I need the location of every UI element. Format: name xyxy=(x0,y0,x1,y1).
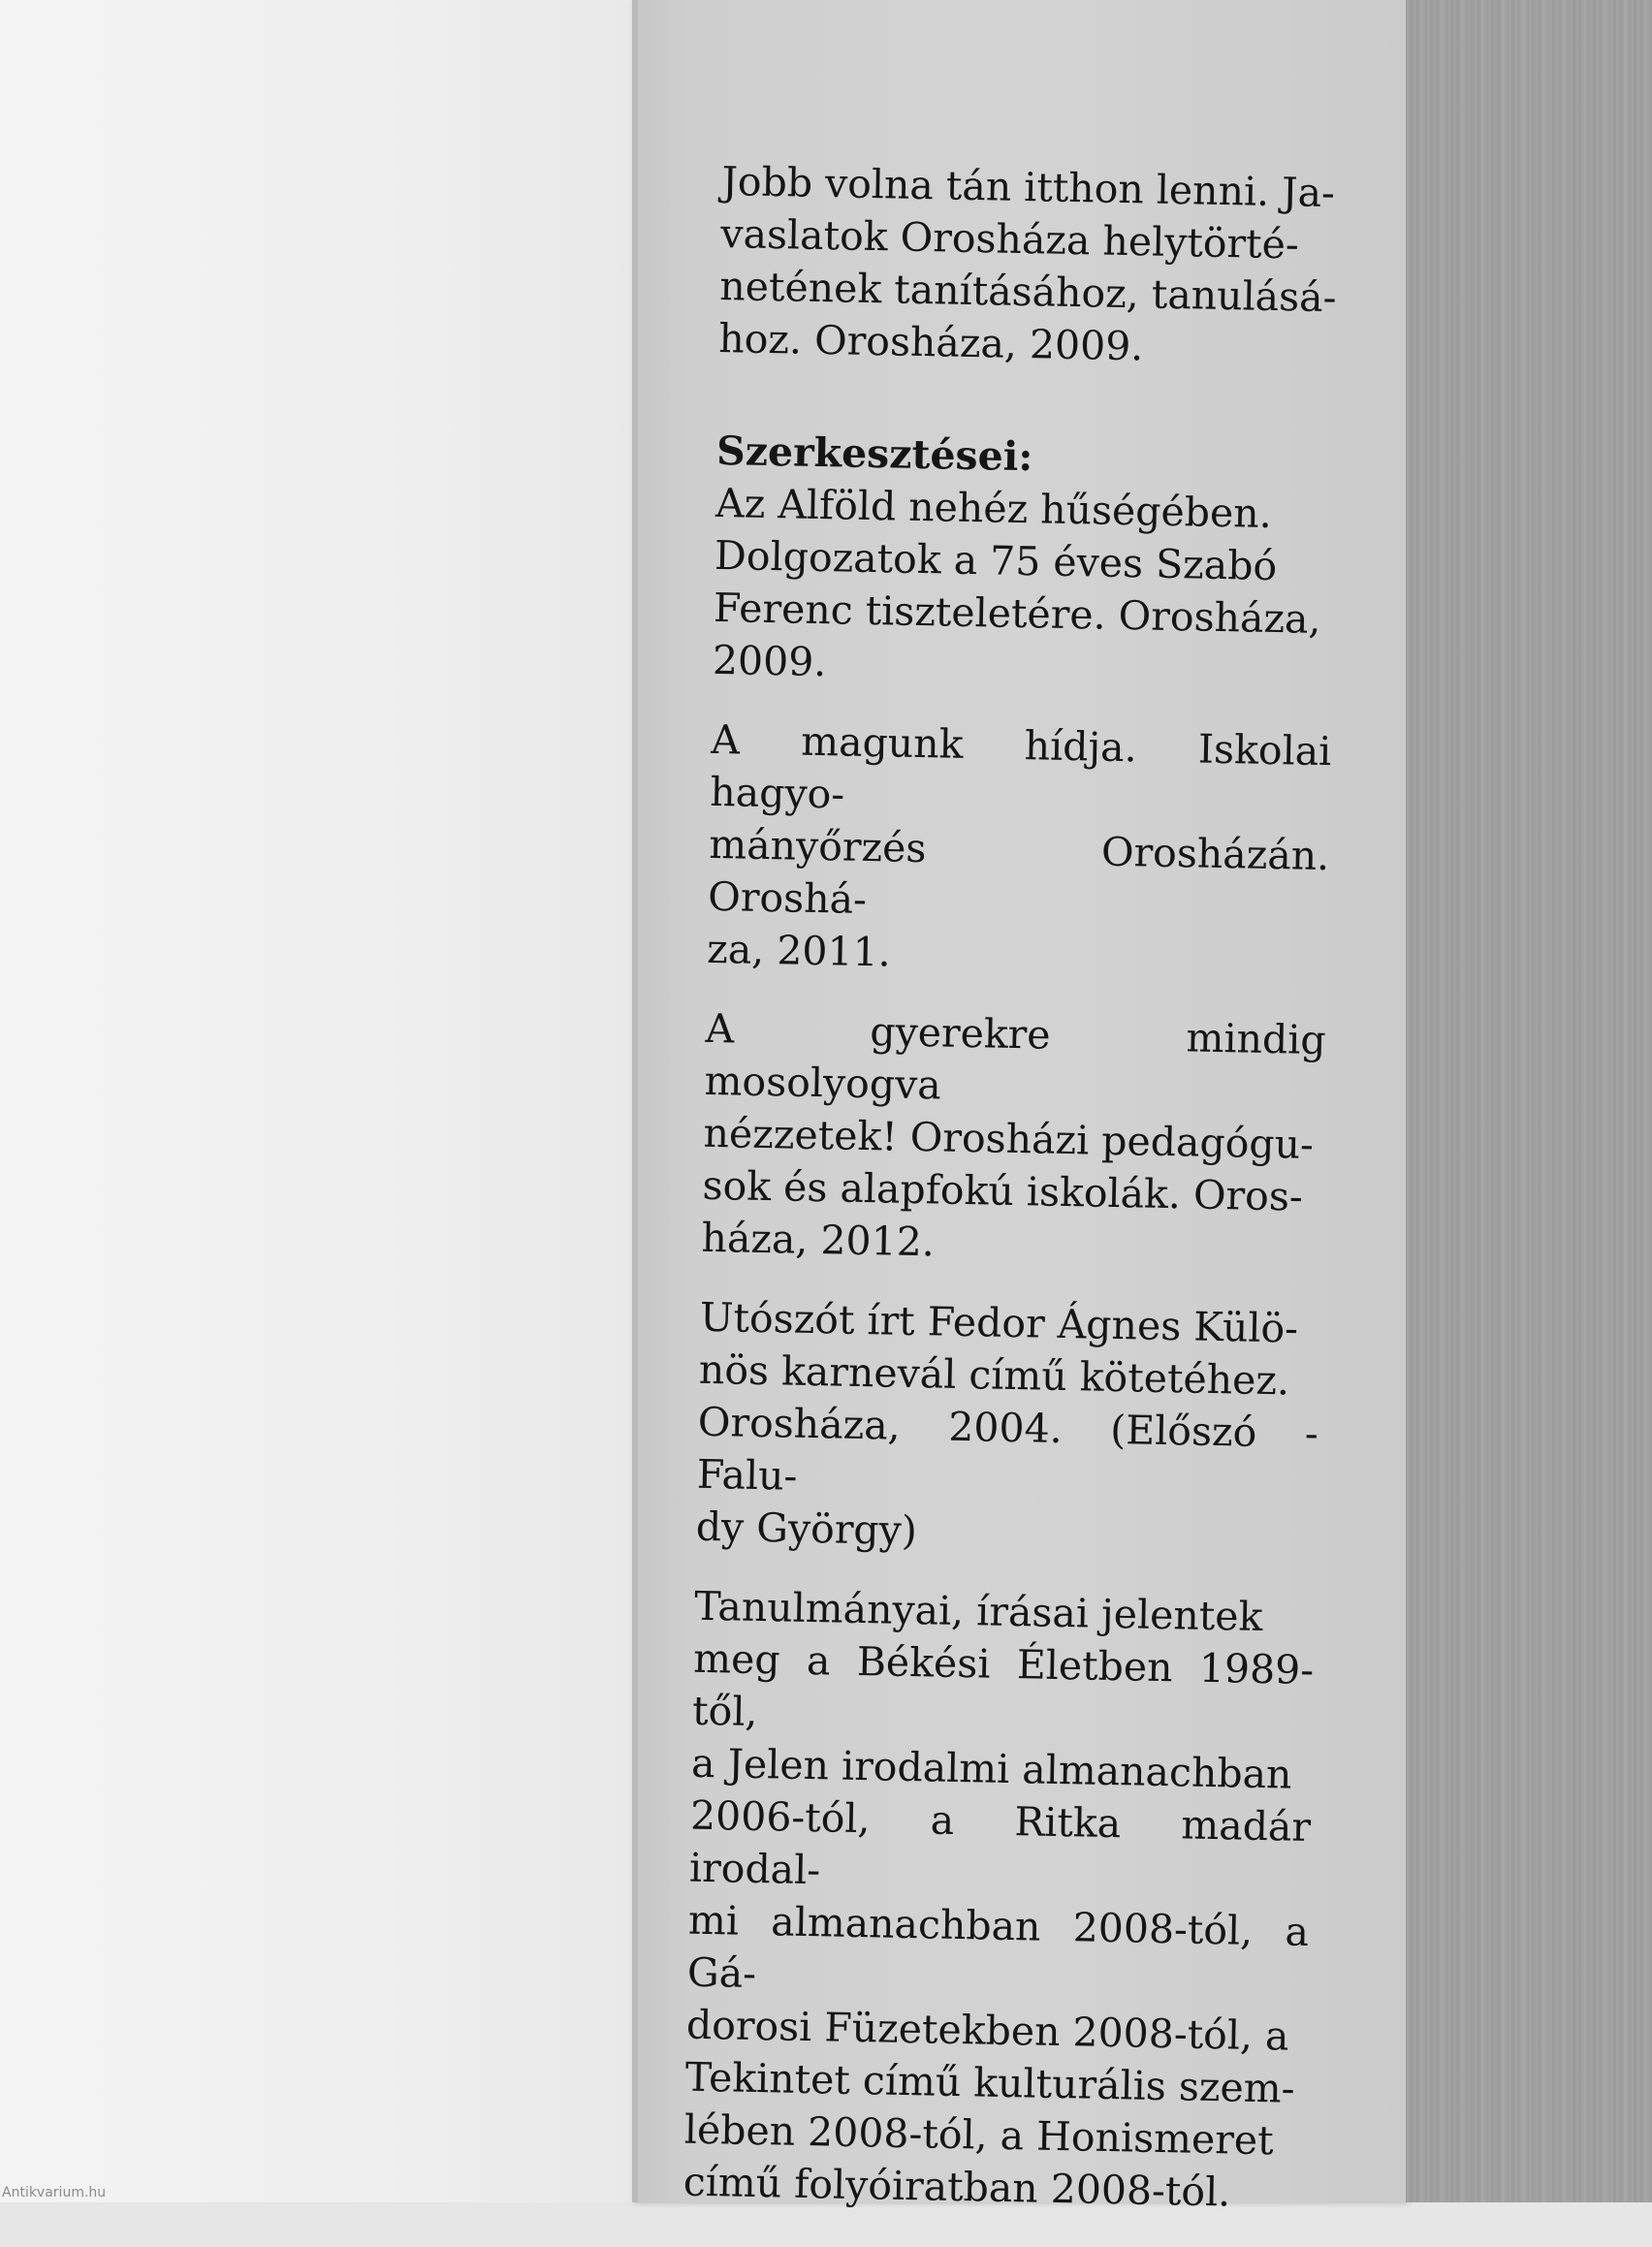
publications-paragraph: Tanulmányai, írásai jelentek meg a Békési Életben 1989-től, a Jelen irodalmi almanachban 2006-tól, a Ritka madár irodal- mi almanachban 2008-tól, a Gá- dorosi Füzetekben 2008-tól, a Tekintet című kulturális szem- lében 2008-tól, a Honismeret című folyóiratban 2008-tól. xyxy=(683,1582,1315,2216)
bibliography-entry: Jobb volna tán itthon lenni. Ja- vaslatok Orosháza helytörté- netének tanításához, tanulásá- hoz. Orosháza, 2009. xyxy=(717,157,1337,370)
section-heading: Szerkesztései: xyxy=(715,427,1033,481)
bibliography-entry: Az Alföld nehéz hűségében. Dolgozatok a 75 éves Szabó Ferenc tiszteletére. Orosháza, 2009. xyxy=(712,479,1322,686)
bibliography-entry: A magunk hídja. Iskolai hagyo- mányőrzés Orosházán. Oroshá- za, 2011. xyxy=(706,715,1332,976)
bibliography-entry: Utószót írt Fedor Ágnes Külö- nös karnevál című kötetéhez. Orosháza, 2004. (Előszó - Falu- dy György) xyxy=(695,1293,1319,1555)
wood-background xyxy=(1406,0,1652,2202)
left-page xyxy=(0,0,632,2202)
bibliography-entry: A gyerekre mindig mosolyogva nézzetek! Orosházi pedagógu- sok és alapfokú iskolák. Oros- háza, 2012. xyxy=(701,1004,1327,1266)
flap-text-column xyxy=(683,155,1343,2247)
watermark-text: Antikvarium.hu xyxy=(2,2185,107,2200)
